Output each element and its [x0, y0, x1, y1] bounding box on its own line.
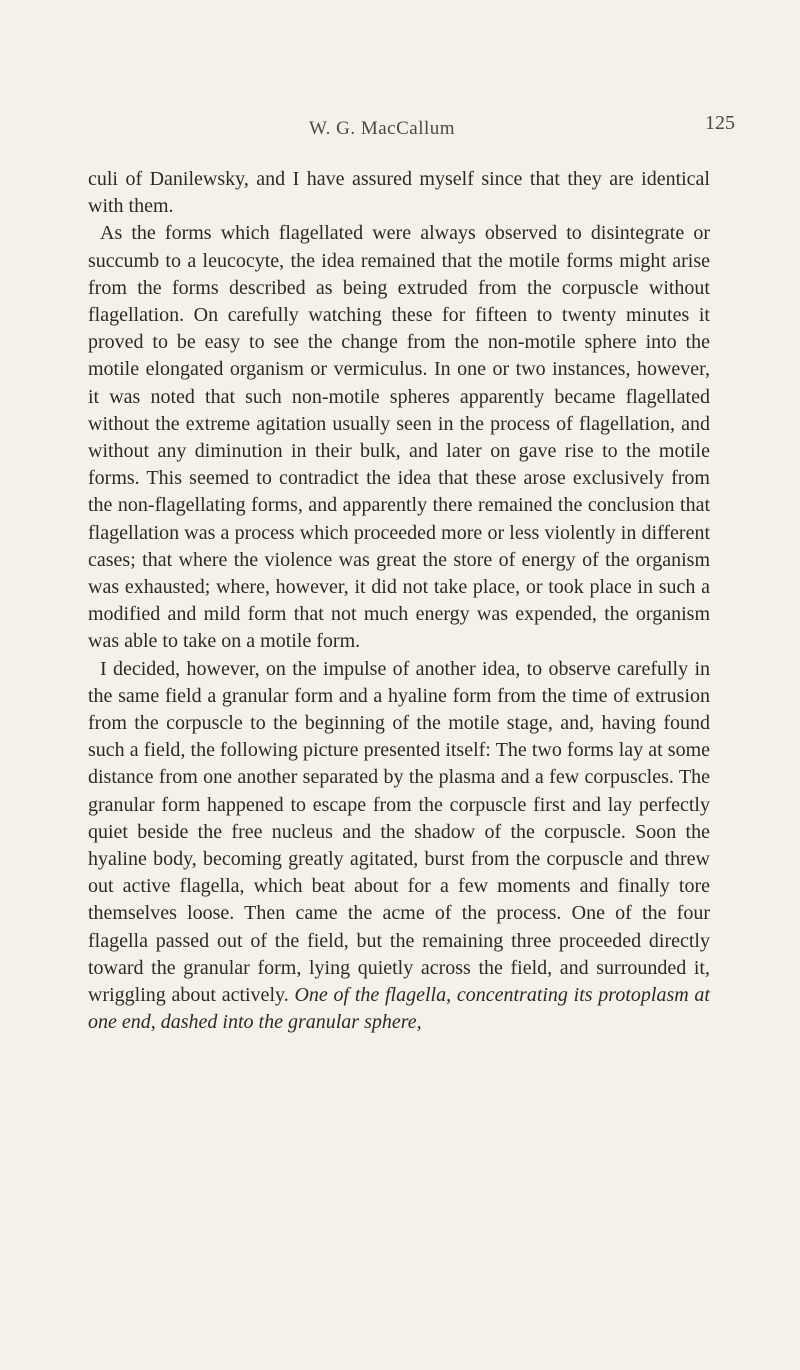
paragraph-1: culi of Danilewsky, and I have assured myself since that they are identical with them. — [88, 168, 710, 218]
paragraph-3-text: I decided, however, on the impulse of another idea, to observe carefully in the same field a granular form and a hyaline form from the time of extrusion from the corpuscle to the beginning of the motile stage, and, having found such a field, the following picture presented itself: The two forms lay at some distance from one another separated by the plasma and a few corpuscles. The granular form happened to escape from the corpuscle first and lay perfectly quiet beside the free nucleus and the shadow of the corpuscle. Soon the hyaline body, becoming greatly agitated, burst from the corpuscle and threw out active flagella, which beat about for a few moments and finally tore themselves loose. Then came the acme of the process. One of the four flagella passed out of the field, but the remaining three proceeded directly toward the granular form, lying quietly across the field, and surrounded it, wriggling about actively. — [88, 657, 710, 1007]
paragraph-3-italic: One of the flagella, concentrating its protoplasm at one end, dashed into the granular sphere, — [88, 984, 710, 1034]
body-text — [88, 166, 710, 1037]
running-head — [0, 112, 800, 146]
running-title: W. G. MacCallum — [308, 118, 456, 139]
paragraph-2: As the forms which flagellated were always observed to disintegrate or succumb to a leucocyte, the idea remained that the motile forms might arise from the forms described as being extruded from the corpuscle without flagellation. On carefully watching these for fifteen to twenty minutes it proved to be easy to see the change from the non-motile sphere into the motile elongated organism or vermiculus. In one or two instances, however, it was noted that such non-motile spheres apparently became flagellated without the extreme agitation usually seen in the process of flagellation, and without any diminution in their bulk, and later on gave rise to the motile forms. This seemed to contradict the idea that these arose exclusively from the non-flagellating forms, and apparently there remained the conclusion that flagellation was a process which proceeded more or less violently in different cases; that where the violence was great the store of energy of the organism was exhausted; where, however, it did not take place, or took place in such a modified and mild form that not much energy was expended, the organism was able to take on a motile form. — [88, 222, 710, 653]
paragraph-3 — [88, 656, 710, 1037]
page-number: 125 — [705, 112, 735, 134]
